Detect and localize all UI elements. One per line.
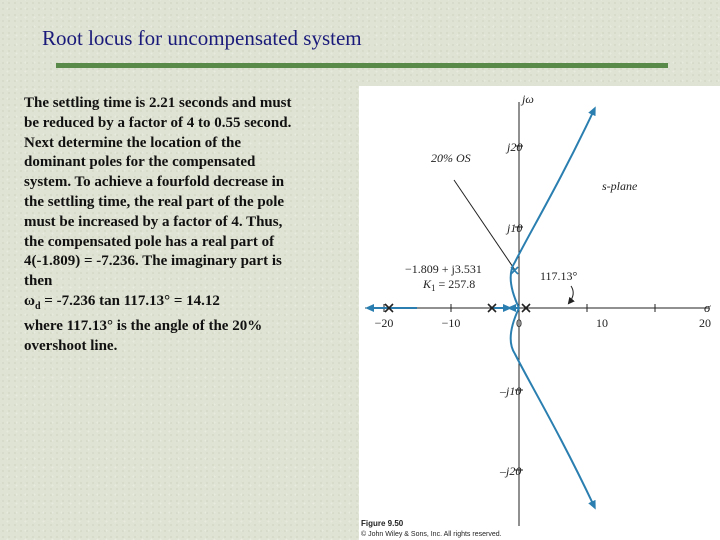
text-line: system. To achieve a fourfold decrease in — [24, 174, 285, 191]
y-tick-label: j10 — [507, 221, 523, 235]
text-line: be reduced by a factor of 4 to 0.55 second. — [24, 114, 292, 131]
root-locus-figure — [359, 86, 720, 540]
gain-value: = 257.8 — [435, 277, 476, 291]
y-tick-label: –j20 — [500, 464, 522, 478]
overshoot-line — [454, 180, 515, 270]
figure-number: Figure 9.50 — [361, 519, 404, 528]
omega-subscript: d — [34, 300, 41, 312]
title-divider — [56, 63, 668, 68]
s-plane-label: s-plane — [602, 179, 638, 193]
gain-symbol: K — [423, 277, 432, 291]
text-line: The settling time is 2.21 seconds and must — [24, 95, 292, 111]
angle-label: 117.13° — [540, 269, 578, 283]
root-locus-plot — [359, 86, 720, 540]
real-axis-label: σ — [704, 300, 711, 315]
y-tick-label: –j10 — [500, 384, 522, 398]
imaginary-axis-label: jω — [522, 92, 534, 106]
gain-label — [422, 277, 475, 293]
text-line: 4(-1.809) = -7.236. The imaginary part is — [24, 253, 282, 270]
omega-symbol: ω — [24, 292, 35, 309]
x-tick-label: −20 — [374, 316, 394, 330]
text-line: the settling time, the real part of the pole — [24, 193, 285, 210]
figure-copyright: © John Wiley & Sons, Inc. All rights reserved. — [361, 531, 502, 538]
text-line: Next determine the location of the — [24, 134, 242, 151]
text-line: dominant poles for the compensated — [24, 154, 256, 171]
overshoot-label: 20% OS — [431, 151, 471, 165]
text-line: then — [24, 273, 53, 290]
text-line: must be increased by a factor of 4. Thus, — [24, 213, 283, 230]
x-tick-label: −10 — [441, 316, 461, 330]
x-tick-label: 0 — [516, 316, 522, 330]
text-line: overshoot line. — [24, 337, 118, 354]
text-line: where 117.13° is the angle of the 20% — [24, 317, 263, 334]
explanation-text — [24, 94, 354, 356]
text-line: the compensated pole has a real part of — [24, 233, 275, 250]
gain-subscript: 1 — [431, 283, 436, 293]
angle-arc — [569, 286, 573, 303]
slide-title: Root locus for uncompensated system — [42, 26, 362, 50]
x-tick-label: 20 — [699, 316, 711, 330]
x-tick-label: 10 — [596, 316, 608, 330]
operating-point-label: −1.809 + j3.531 — [405, 262, 482, 276]
formula-text: = -7.236 tan 117.13° = 14.12 — [40, 292, 220, 309]
formula-line — [24, 292, 354, 317]
locus-branch-lower — [511, 308, 594, 506]
y-tick-label: j20 — [507, 140, 523, 154]
